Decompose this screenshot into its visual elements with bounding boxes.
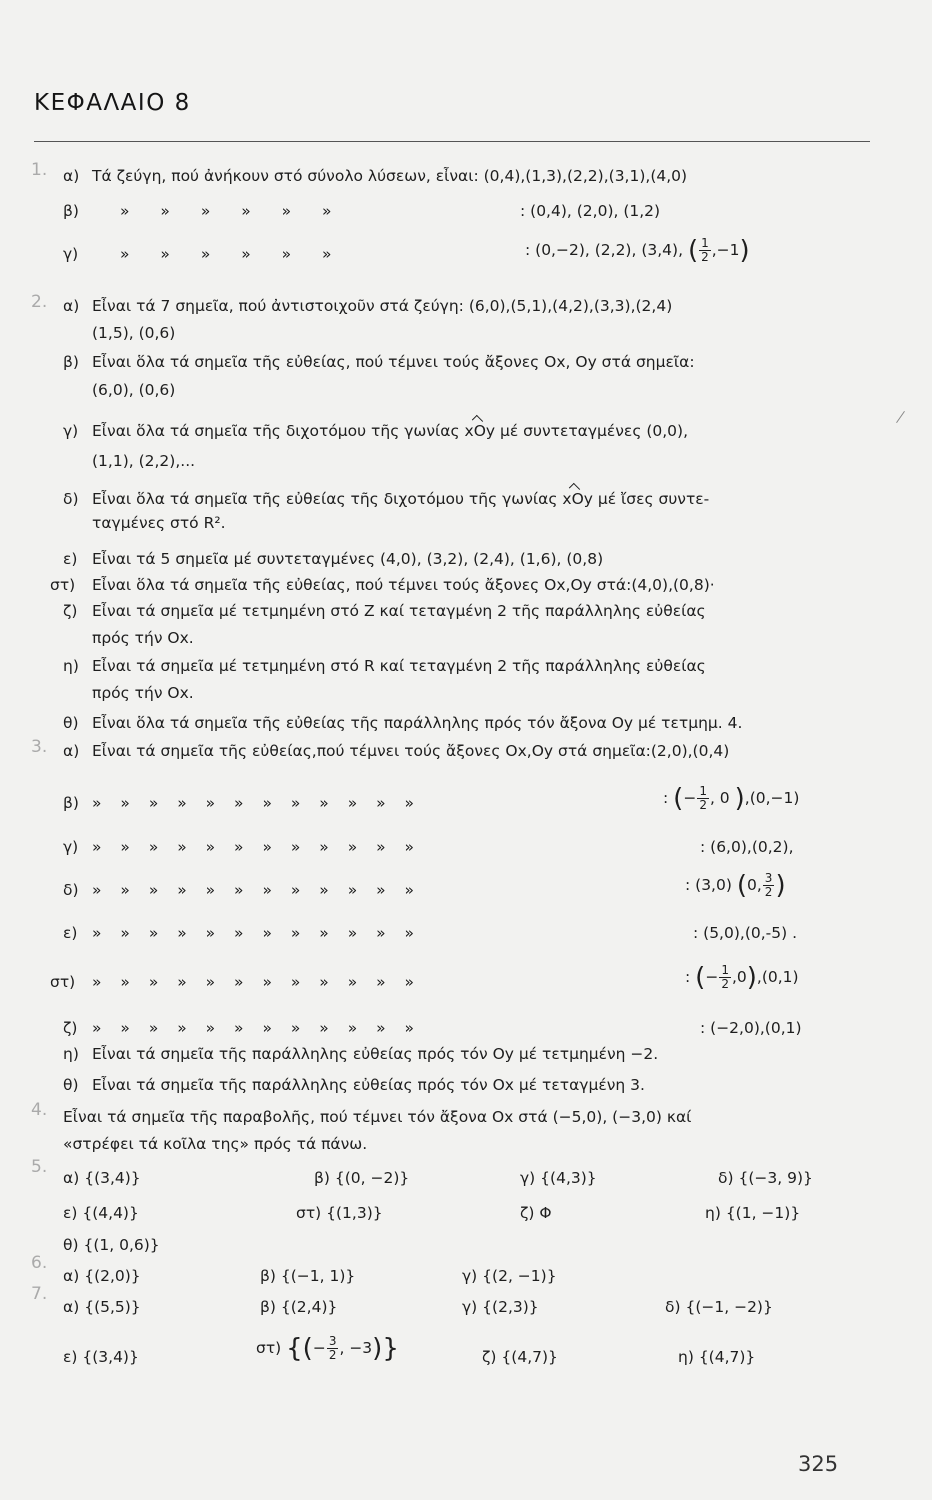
item-label: γ) bbox=[462, 1267, 478, 1285]
answer-item bbox=[63, 1297, 141, 1317]
item-label: ε) bbox=[63, 1348, 78, 1366]
item-label: δ) bbox=[665, 1298, 681, 1316]
fraction bbox=[719, 964, 731, 991]
item-label: στ) bbox=[256, 1339, 282, 1357]
p2-d-cont: ταγμένες στό R². bbox=[92, 514, 226, 532]
frac-num: 3 bbox=[328, 1334, 337, 1348]
item-label: γ) bbox=[63, 245, 79, 263]
paren-close: ) bbox=[775, 870, 786, 901]
frac-den: 2 bbox=[701, 250, 709, 264]
answer-item bbox=[63, 1347, 139, 1367]
p3-c-text: : (6,0),(0,2), bbox=[700, 838, 794, 856]
item-label: η) bbox=[63, 1045, 79, 1063]
p4-line-1: Εἶναι τά σημεῖα τῆς παραβολῆς, πού τέμνει τόν ἄξονα Οx στά (−5,0), (−3,0) καί bbox=[63, 1108, 692, 1126]
p3-b-mid: , 0 bbox=[709, 789, 730, 807]
item-label: α) bbox=[63, 1267, 80, 1285]
item-label: ζ) bbox=[520, 1204, 535, 1222]
problem-number: 7. bbox=[31, 1284, 48, 1304]
p1-c-text bbox=[525, 237, 750, 264]
item-label: θ) bbox=[63, 1236, 79, 1254]
problem-number: 5. bbox=[31, 1157, 48, 1177]
answer-item bbox=[520, 1203, 552, 1223]
item-value: Φ bbox=[539, 1204, 552, 1222]
item-label: δ) bbox=[63, 490, 79, 508]
paren-close: ) bbox=[739, 235, 750, 266]
p2-a-text: Εἶναι τά 7 σημεῖα, πού ἀντιστοιχοῦν στά ζεύγη: (6,0),(5,1),(4,2),(3,3),(2,4) bbox=[92, 297, 673, 315]
answer-item bbox=[314, 1168, 409, 1188]
item-label: β) bbox=[260, 1267, 276, 1285]
item-value: {(2,3)} bbox=[482, 1298, 539, 1316]
problem-number: 4. bbox=[31, 1100, 48, 1120]
item-value: {(−1, −2)} bbox=[685, 1298, 773, 1316]
item-value: {(3,4)} bbox=[82, 1348, 139, 1366]
item-label: δ) bbox=[718, 1169, 734, 1187]
angle-symbol: xΟy bbox=[464, 422, 496, 440]
p2-th-text: Εἶναι ὅλα τά σημεῖα τῆς εὐθείας τῆς παράλληλης πρός τόν ἄξονα Οy μέ τετμημ. 4. bbox=[92, 714, 743, 732]
p3-d-values: : (3,0) bbox=[685, 876, 732, 894]
item-label: ε) bbox=[63, 550, 78, 568]
chapter-title: ΚΕΦΑΛΑΙΟ 8 bbox=[34, 90, 191, 116]
frac-den: 2 bbox=[764, 885, 773, 899]
p2-b-cont: (6,0), (0,6) bbox=[92, 381, 176, 399]
p2-st-text: Εἶναι ὅλα τά σημεῖα τῆς εὐθείας, πού τέμνει τούς ἄξονες Οx,Οy στά:(4,0),(0,8)· bbox=[92, 576, 715, 594]
p3-e-text: : (5,0),(0,-5) . bbox=[693, 924, 798, 942]
brace-close: )} bbox=[372, 1333, 399, 1364]
margin-mark bbox=[896, 411, 905, 423]
item-value-tail: , −3 bbox=[339, 1339, 373, 1357]
p2-d-pre: Εἶναι ὅλα τά σημεῖα τῆς εὐθείας τῆς διχοτόμου τῆς γωνίας bbox=[92, 490, 563, 508]
p3-st-tail: ,(0,1) bbox=[756, 968, 799, 986]
item-value: {(2,0)} bbox=[84, 1267, 141, 1285]
frac-den: 2 bbox=[721, 977, 729, 991]
paren-open: ( bbox=[687, 235, 699, 266]
item-label: β) bbox=[314, 1169, 330, 1187]
ditto-marks: » » » » » » » » » » » » bbox=[92, 794, 414, 812]
ditto-marks: » » » » » » » » » » » » bbox=[92, 973, 414, 991]
item-label: γ) bbox=[63, 838, 79, 856]
angle-symbol: xΟy bbox=[562, 490, 593, 508]
item-label: γ) bbox=[63, 422, 79, 440]
frac-num: 3 bbox=[764, 871, 773, 885]
p4-line-2: «στρέφει τά κοῖλα της» πρός τά πάνω. bbox=[63, 1135, 368, 1153]
p2-b-text: Εἶναι ὅλα τά σημεῖα τῆς εὐθείας, πού τέμνει τούς ἄξονες Οx, Οy στά σημεῖα: bbox=[92, 353, 695, 371]
item-label: στ) bbox=[50, 973, 76, 991]
answer-item bbox=[260, 1266, 355, 1286]
header-rule bbox=[34, 141, 870, 142]
p2-z-cont: πρός τήν Οx. bbox=[92, 629, 194, 647]
item-label: ε) bbox=[63, 1204, 78, 1222]
item-value: {(2, −1)} bbox=[482, 1267, 557, 1285]
item-label: στ) bbox=[296, 1204, 322, 1222]
item-value: {(0, −2)} bbox=[334, 1169, 410, 1187]
p2-h-cont: πρός τήν Οx. bbox=[92, 684, 194, 702]
p2-c-text bbox=[92, 421, 688, 441]
problem-number: 1. bbox=[31, 160, 48, 180]
item-label: η) bbox=[705, 1204, 721, 1222]
p3-z-text: : (−2,0),(0,1) bbox=[700, 1019, 802, 1037]
item-value: {(4,7)} bbox=[501, 1348, 558, 1366]
answer-item-fraction: στ) {(− $\frac{3}{2}$ , −3)} bbox=[256, 1333, 399, 1364]
item-label: ζ) bbox=[482, 1348, 497, 1366]
p3-th-text: Εἶναι τά σημεῖα τῆς παράλληλης εὐθείας πρός τόν Οx μέ τεταγμένη 3. bbox=[92, 1076, 645, 1094]
p2-d-post: μέ ἴσες συντε- bbox=[592, 490, 710, 508]
answer-item bbox=[63, 1266, 141, 1286]
ditto-marks: » » » » » » bbox=[120, 202, 332, 220]
p3-a-text: Εἶναι τά σημεῖα τῆς εὐθείας,πού τέμνει τούς ἄξονες Οx,Οy στά σημεῖα:(2,0),(0,4) bbox=[92, 742, 730, 760]
item-label: ζ) bbox=[63, 602, 78, 620]
item-label: α) bbox=[63, 167, 80, 185]
item-value: {(−3, 9)} bbox=[738, 1169, 813, 1187]
p2-h-text: Εἶναι τά σημεῖα μέ τετμημένη στό R καί τεταγμένη 2 τῆς παράλληλης εὐθείας bbox=[92, 657, 706, 675]
item-label: ε) bbox=[63, 924, 78, 942]
item-label: θ) bbox=[63, 1076, 79, 1094]
item-value: {(5,5)} bbox=[84, 1298, 141, 1316]
answer-item bbox=[296, 1203, 383, 1223]
frac-num: 1 bbox=[721, 963, 729, 977]
answer-item bbox=[520, 1168, 597, 1188]
answer-item bbox=[462, 1266, 557, 1286]
problem-number: 6. bbox=[31, 1253, 48, 1273]
item-value: {(4,3)} bbox=[540, 1169, 597, 1187]
fraction bbox=[763, 872, 775, 899]
item-value: {(3,4)} bbox=[84, 1169, 141, 1187]
p1-c-tail: ,−1 bbox=[711, 241, 740, 259]
ditto-marks: » » » » » » » » » » » » bbox=[92, 924, 414, 942]
frac-num: 1 bbox=[701, 236, 709, 250]
answer-item bbox=[63, 1235, 160, 1255]
item-label: θ) bbox=[63, 714, 79, 732]
paren-open: ( bbox=[736, 870, 747, 901]
p1-b-text: : (0,4), (2,0), (1,2) bbox=[520, 202, 661, 220]
item-label: β) bbox=[63, 353, 79, 371]
problem-number: 2. bbox=[31, 292, 48, 312]
problem-number: 3. bbox=[31, 737, 48, 757]
paren-open: ( bbox=[673, 783, 684, 814]
item-value: {(4,7)} bbox=[698, 1348, 756, 1366]
item-label: α) bbox=[63, 1298, 80, 1316]
paren-close: ) bbox=[746, 962, 757, 993]
item-label: δ) bbox=[63, 881, 79, 899]
p2-c-cont: (1,1), (2,2),... bbox=[92, 452, 196, 470]
answer-item bbox=[718, 1168, 813, 1188]
fraction bbox=[327, 1335, 339, 1362]
item-value: {(2,4)} bbox=[280, 1298, 338, 1316]
item-value: {(1, 0,6)} bbox=[83, 1236, 160, 1254]
item-label: β) bbox=[63, 794, 79, 812]
brace-open: {( bbox=[286, 1333, 313, 1364]
page-number: 325 bbox=[798, 1452, 839, 1476]
item-value: {(1, −1)} bbox=[725, 1204, 801, 1222]
p2-c-pre: Εἶναι ὅλα τά σημεῖα τῆς διχοτόμου τῆς γωνίας bbox=[92, 422, 465, 440]
fraction bbox=[699, 237, 711, 264]
ditto-marks: » » » » » » » » » » » » bbox=[92, 1019, 414, 1037]
p2-a-cont: (1,5), (0,6) bbox=[92, 324, 176, 342]
p3-st-text: : (− $\frac{1}{2}$ ,0),(0,1) bbox=[685, 962, 799, 993]
p2-d-text bbox=[92, 489, 709, 509]
p3-h-text: Εἶναι τά σημεῖα τῆς παράλληλης εὐθείας πρός τόν Οy μέ τετμημένη −2. bbox=[92, 1045, 659, 1063]
item-value: {(4,4)} bbox=[82, 1204, 139, 1222]
answer-item bbox=[260, 1297, 337, 1317]
item-label: α) bbox=[63, 297, 80, 315]
item-label: α) bbox=[63, 1169, 80, 1187]
answer-item bbox=[482, 1347, 558, 1367]
p2-c-post: μέ συντεταγμένες (0,0), bbox=[495, 422, 689, 440]
fraction bbox=[697, 785, 709, 812]
ditto-marks: » » » » » » » » » » » » bbox=[92, 838, 414, 856]
item-label: στ) bbox=[50, 576, 76, 594]
answer-item bbox=[665, 1297, 773, 1317]
item-label: γ) bbox=[520, 1169, 536, 1187]
item-label: β) bbox=[260, 1298, 276, 1316]
item-label: ζ) bbox=[63, 1019, 78, 1037]
p3-b-text: : (− $\frac{1}{2}$ , 0 ),(0,−1) bbox=[663, 783, 800, 814]
paren-close: ) bbox=[734, 783, 745, 814]
p1-a-text: Τά ζεύγη, πού ἀνήκουν στό σύνολο λύσεων, εἶναι: (0,4),(1,3),(2,2),(3,1),(4,0) bbox=[92, 167, 688, 185]
item-value: {(1,3)} bbox=[326, 1204, 383, 1222]
answer-item bbox=[462, 1297, 539, 1317]
p2-e-text: Εἶναι τά 5 σημεῖα μέ συντεταγμένες (4,0), (3,2), (2,4), (1,6), (0,8) bbox=[92, 550, 604, 568]
frac-den: 2 bbox=[699, 798, 707, 812]
item-label: β) bbox=[63, 202, 79, 220]
p3-b-tail: ,(0,−1) bbox=[744, 789, 800, 807]
ditto-marks: » » » » » » bbox=[120, 245, 332, 263]
p2-z-text: Εἶναι τά σημεῖα μέ τετμημένη στό Ζ καί τεταγμένη 2 τῆς παράλληλης εὐθείας bbox=[92, 602, 706, 620]
frac-den: 2 bbox=[328, 1348, 337, 1362]
answer-item bbox=[678, 1347, 755, 1367]
ditto-marks: » » » » » » » » » » » » bbox=[92, 881, 414, 899]
item-label: α) bbox=[63, 742, 80, 760]
paren-open: ( bbox=[695, 962, 706, 993]
item-label: η) bbox=[63, 657, 79, 675]
answer-item bbox=[63, 1203, 139, 1223]
frac-num: 1 bbox=[699, 784, 707, 798]
answer-item bbox=[63, 1168, 141, 1188]
p1-c-values: : (0,−2), (2,2), (3,4), bbox=[525, 241, 684, 259]
item-label: η) bbox=[678, 1348, 694, 1366]
item-value: {(−1, 1)} bbox=[280, 1267, 356, 1285]
p3-d-text: : (3,0) (0, $\frac{3}{2}$ ) bbox=[685, 870, 786, 901]
answer-item bbox=[705, 1203, 800, 1223]
item-label: γ) bbox=[462, 1298, 478, 1316]
